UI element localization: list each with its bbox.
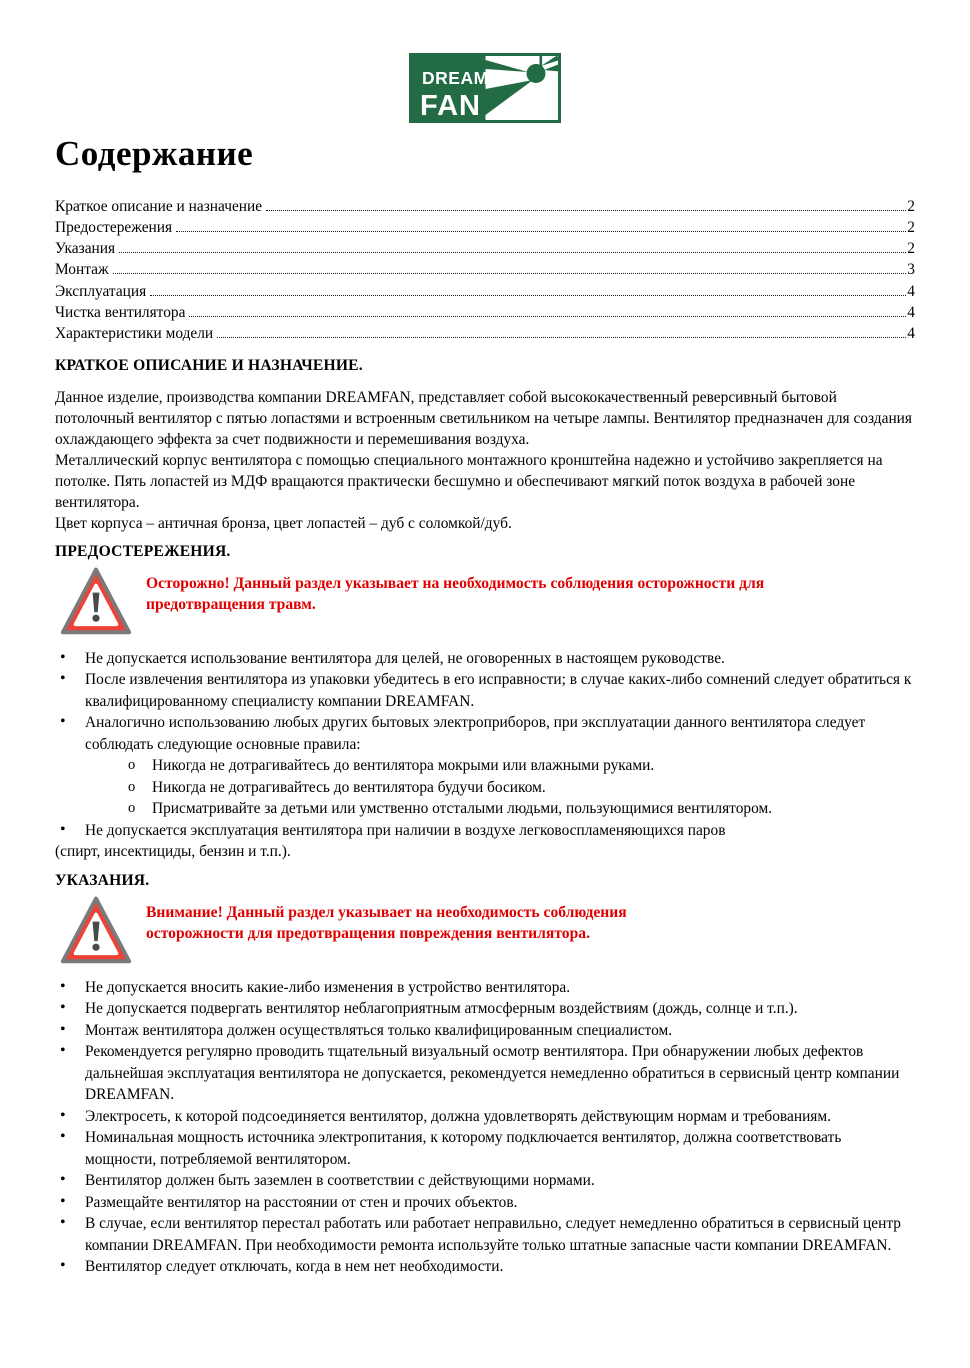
direction-warning-banner	[55, 895, 915, 967]
bullet-text: Номинальная мощность источника электропитания, к которому подключается вентилятор, должна соответствовать мощности, потребляемой вентилятором.	[85, 1129, 842, 1168]
direction-bullet-list	[55, 977, 915, 1278]
toc-entry	[55, 302, 915, 323]
toc-page-number: 4	[907, 325, 915, 343]
logo-text-fan: FAN	[420, 90, 481, 122]
toc-entry-label: Предостережения	[55, 218, 173, 236]
toc-leader-dots	[189, 316, 906, 317]
bullet-item	[55, 1041, 915, 1106]
sub-bullet-list	[85, 755, 915, 820]
bullet-continuation: (спирт, инсектициды, бензин и т.п.).	[55, 843, 291, 861]
toc-page-number: 4	[907, 303, 915, 321]
bullet-text: Не допускается эксплуатация вентилятора при наличии в воздухе легковоспламеняющихся паров	[85, 821, 726, 839]
toc-leader-dots	[113, 273, 907, 274]
bullet-text: Электросеть, к которой подсоединяется вентилятор, должна удовлетворять действующим нормам и требованиям.	[85, 1107, 831, 1125]
toc-page-number: 2	[907, 240, 915, 258]
warning-line: Осторожно! Данный раздел указывает на необходимость соблюдения осторожности для	[146, 574, 765, 592]
toc-entry-label: Монтаж	[55, 261, 109, 279]
toc-entry	[55, 281, 915, 302]
bullet-text: Не допускается вносить какие-либо изменения в устройство вентилятора.	[85, 978, 571, 996]
toc-page-number: 2	[907, 197, 915, 215]
toc-entry	[55, 196, 915, 217]
section-cautions	[55, 543, 915, 863]
bullet-item	[55, 820, 915, 863]
bullet-text: Не допускается использование вентилятора для целей, не оговоренных в настоящем руководстве.	[85, 649, 725, 667]
bullet-text: Аналогично использованию любых других бытовых электроприборов, при эксплуатации данного вентилятора следует соблюдать следующие основные правила:	[85, 714, 866, 753]
bullet-item	[55, 1106, 915, 1128]
bullet-item	[55, 998, 915, 1020]
warning-triangle-icon	[60, 566, 132, 638]
toc-leader-dots	[176, 231, 906, 232]
direction-warning-text	[146, 902, 627, 945]
bullet-text: Рекомендуется регулярно проводить тщательный визуальный осмотр вентилятора. При обнаружении любых дефектов дальнейшая эксплуатация вентилятора не допускается, рекомендуется немедленно обратиться в сервисный центр компании DREAMFAN.	[85, 1043, 900, 1104]
bullet-text: Не допускается подвергать вентилятор неблагоприятным атмосферным воздействиям (дождь, солнце и т.п.).	[85, 1000, 798, 1018]
warning-line: предотвращения травм.	[146, 596, 316, 614]
toc-entry	[55, 259, 915, 280]
fan-logo-icon	[409, 53, 561, 123]
description-paragraphs	[55, 387, 915, 534]
toc-entry	[55, 217, 915, 238]
bullet-item	[55, 648, 915, 670]
page-title: Содержание	[55, 134, 254, 173]
toc-page-number: 4	[907, 282, 915, 300]
description-paragraph: Металлический корпус вентилятора с помощью специального монтажного кронштейна надежно и устойчиво закрепляется на потолке. Пять лопастей из МДФ вращаются практически бесшумно и обеспечивают мягкий поток воздуха в рабочей зоне вентилятора.	[55, 451, 883, 511]
dreamfan-logo	[409, 53, 561, 123]
bullet-item	[55, 1020, 915, 1042]
caution-warning-text	[146, 573, 764, 616]
warning-line: Внимание! Данный раздел указывает на необходимость соблюдения	[146, 903, 627, 921]
toc-leader-dots	[266, 210, 906, 211]
bullet-item	[55, 1256, 915, 1278]
logo-text-dream: DREAM	[422, 68, 489, 88]
toc-leader-dots	[119, 252, 906, 253]
sub-bullet-item: o Присматривайте за детьми или умственно отсталыми людьми, пользующимися вентилятором.	[85, 798, 915, 820]
description-paragraph: Цвет корпуса – античная бронза, цвет лопастей – дуб с соломкой/дуб.	[55, 514, 512, 532]
toc-entry-label: Указания	[55, 240, 116, 258]
bullet-item	[55, 1192, 915, 1214]
bullet-text: Монтаж вентилятора должен осуществляться только квалифицированным специалистом.	[85, 1021, 673, 1039]
warning-line: осторожности для предотвращения повреждения вентилятора.	[146, 925, 590, 943]
bullet-item	[55, 1213, 915, 1256]
bullet-item	[55, 977, 915, 999]
bullet-text: В случае, если вентилятор перестал работать или работает неправильно, следует немедленно обратиться в сервисный центр компании DREAMFAN. При необходимости ремонта используйте только штатные запасные части компании DREAMFAN.	[85, 1215, 901, 1254]
warning-triangle-icon	[60, 895, 132, 967]
bullet-item	[55, 712, 915, 820]
toc-leader-dots	[217, 337, 906, 338]
toc-list	[55, 196, 915, 345]
bullet-text: Вентилятор следует отключать, когда в нем нет необходимости.	[85, 1258, 504, 1276]
bullet-text: После извлечения вентилятора из упаковки убедитесь в его исправности; в случае каких-либо сомнений следует обратиться к квалифицированному специалисту компании DREAMFAN.	[85, 671, 912, 710]
sub-bullet-item: o Никогда не дотрагивайтесь до вентилятора мокрыми или влажными руками.	[85, 755, 915, 777]
toc-entry-label: Эксплуатация	[55, 282, 147, 300]
bullet-text: Размещайте вентилятор на расстоянии от стен и прочих объектов.	[85, 1193, 518, 1211]
caution-bullet-list	[55, 648, 915, 863]
section-directions	[55, 872, 915, 1278]
sub-bullet-item: o Никогда не дотрагивайтесь до вентилятора будучи босиком.	[85, 777, 915, 799]
toc-entry-label: Характеристики модели	[55, 325, 214, 343]
toc-page-number: 3	[907, 261, 915, 279]
toc-entry-label: Чистка вентилятора	[55, 303, 186, 321]
toc-entry	[55, 323, 915, 344]
toc-leader-dots	[150, 295, 906, 296]
bullet-item	[55, 1127, 915, 1170]
section-heading-directions: УКАЗАНИЯ.	[55, 871, 150, 889]
bullet-item	[55, 1170, 915, 1192]
bullet-text: Вентилятор должен быть заземлен в соответствии с действующими нормами.	[85, 1172, 595, 1190]
section-heading-description: КРАТКОЕ ОПИСАНИЕ И НАЗНАЧЕНИЕ.	[55, 356, 363, 374]
toc-page-number: 2	[907, 218, 915, 236]
section-description	[55, 357, 915, 534]
toc-entry-label: Краткое описание и назначение	[55, 197, 263, 215]
description-paragraph: Данное изделие, производства компании DREAMFAN, представляет собой высококачественный реверсивный бытовой потолочный вентилятор с пятью лопастями и встроенным светильником на четыре лампы. Вентилятор предназначен для создания охлаждающего эффекта за счет подвижности и перемешивания воздуха.	[55, 388, 912, 448]
caution-warning-banner	[55, 566, 915, 638]
section-heading-cautions: ПРЕДОСТЕРЕЖЕНИЯ.	[55, 542, 231, 560]
bullet-item	[55, 669, 915, 712]
toc-entry	[55, 238, 915, 259]
